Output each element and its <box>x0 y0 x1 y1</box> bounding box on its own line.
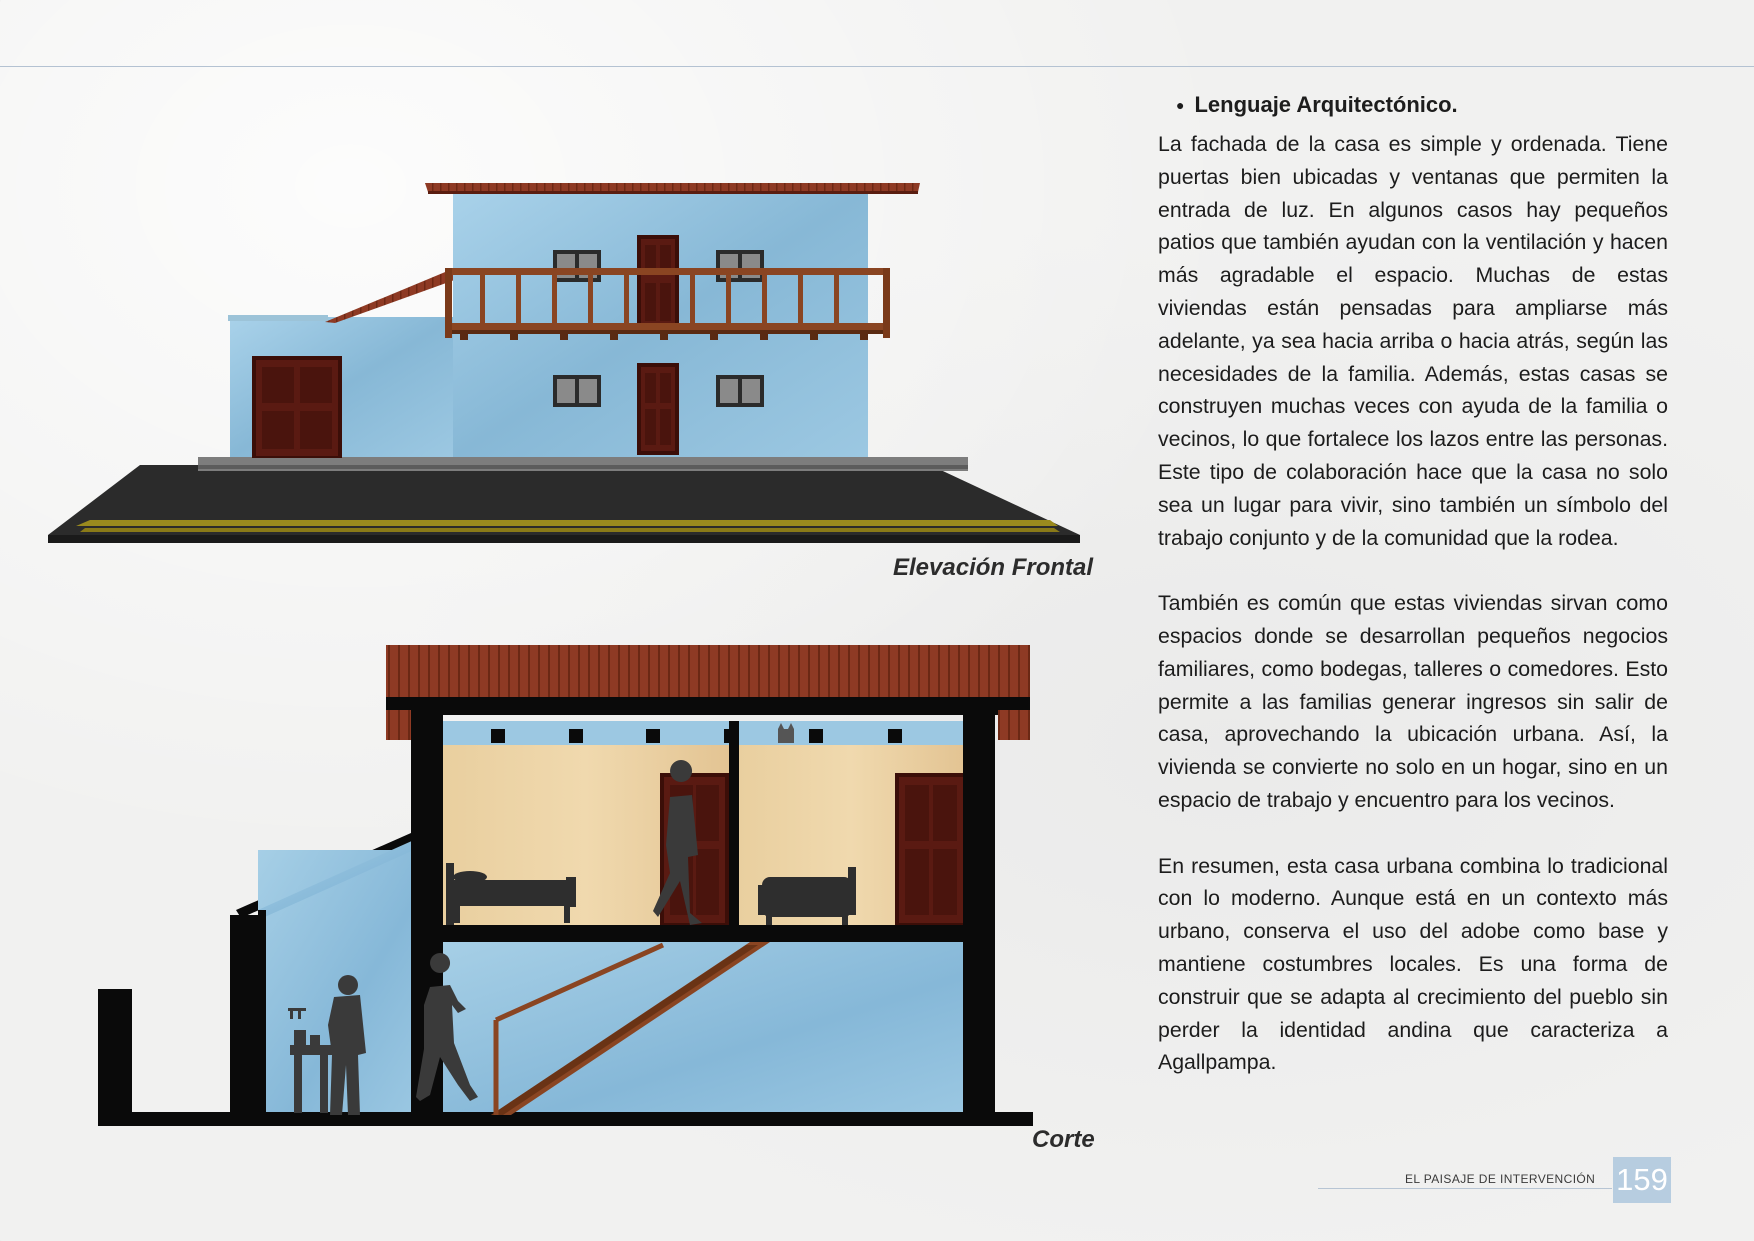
page-number: 159 <box>1613 1157 1671 1203</box>
section-drawing <box>98 645 1038 1130</box>
bullet-icon: ● <box>1176 97 1185 113</box>
road-line-yellow <box>76 520 1058 526</box>
partition-wall <box>729 721 739 925</box>
paragraph-2: También es común que estas viviendas sirvan como espacios donde se desarrollan pequeños negocios familiares, como bodegas, talleres o comedores. Esto permite a las familias generar ingresos sin salir de casa, aprovechando la ubicación urbana. Así, la vivienda se convierte no solo en un hogar, sino en un espacio de trabajo y encuentro para los vecinos. <box>1158 591 1668 812</box>
annex-wall-left <box>258 910 266 1120</box>
ground-slab <box>98 1112 1033 1126</box>
upper-window-left <box>553 250 601 282</box>
annex-roof <box>325 270 460 323</box>
lower-room <box>443 942 963 1112</box>
paragraph-1: La fachada de la casa es simple y ordenada. Tiene puertas bien ubicadas y ventanas que permiten la entrada de luz. En algunos casos hay pequeños patios que también ayudan con la ventilación y hacen más agradable el espacio. Muchas de estas viviendas están pensadas para ampliarse más adelante, ya sea hacia arriba o hacia atrás, según las necesidades de la familia. Además, estas casas se construyen muchas veces con ayuda de la familia o vecinos, lo que fortalece los lazos entre las personas. Este tipo de colaboración hace que la casa no solo sea un lugar para vivir, sino también un símbolo del trabajo conjunto y de la comunidad que la rodea. <box>1158 132 1668 550</box>
lower-center-door <box>637 363 679 455</box>
lower-window-right <box>716 375 764 407</box>
upper-room-door-right <box>895 773 963 925</box>
section-roof <box>386 645 1030 697</box>
section-caption: Corte <box>1032 1126 1095 1153</box>
section-heading: Lenguaje Arquitectónico. <box>1194 92 1458 117</box>
annex-post <box>230 915 258 1120</box>
site-wall-left <box>98 989 132 1119</box>
footer-section-title: EL PAISAJE DE INTERVENCIÓN <box>1405 1172 1596 1186</box>
front-elevation-caption: Elevación Frontal <box>893 554 1094 581</box>
road-line-yellow-2 <box>80 528 1060 532</box>
lower-window-left <box>553 375 601 407</box>
text-column <box>1158 92 1668 1112</box>
main-roof <box>425 183 920 192</box>
header-rule <box>0 66 1754 67</box>
footer-rule <box>1318 1188 1612 1189</box>
annex-door <box>252 356 342 458</box>
heading-row <box>1176 92 1668 118</box>
upper-window-right <box>716 250 764 282</box>
front-elevation-drawing <box>40 165 1090 545</box>
upper-door <box>637 235 679 330</box>
mid-slab <box>411 925 995 942</box>
right-wall-main <box>963 705 995 1115</box>
road-curb <box>48 535 1080 543</box>
paragraph-3: En resumen, esta casa urbana combina lo tradicional con lo moderno. Aunque está en un contexto más urbano, conserva el uso del adobe como base y mantiene costumbres locales. Es una forma de construir que se adapta al crecimiento del pueblo sin perder la identidad andina que caracteriza a Agallpampa. <box>1158 853 1668 1075</box>
